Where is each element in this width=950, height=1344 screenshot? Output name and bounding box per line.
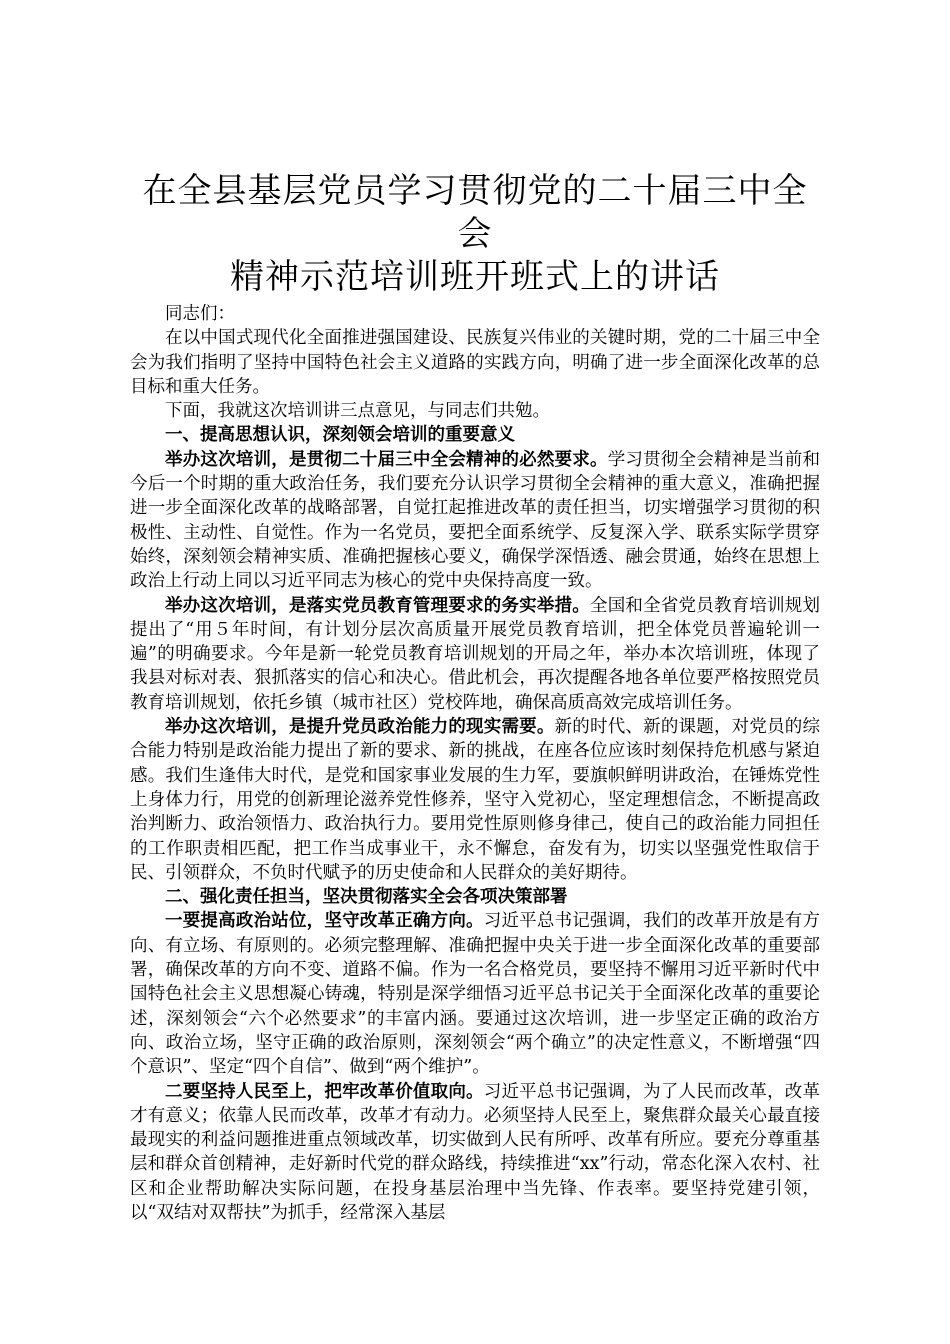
document-title — [130, 170, 820, 299]
paragraph-lead: 二要坚持人民至上，把牢改革价值取向。 — [165, 1081, 484, 1102]
section-heading-1: 一、提高思想认识，深刻领会培训的重要意义 — [165, 425, 515, 446]
paragraph-text: 习近平总书记强调，为了人民而改革，改革才有意义；依靠人民而改革，改革才有动力。必须坚持人民至上，聚焦群众最关心最直接最现实的利益问题推进重点领域改革，切实做到人民有所呼、改革有所应。要充分尊重基层和群众首创精神，走好新时代党的群众路线，持续推进“xx”行动，常态化深入农村、社区和企业帮助解决实际问题，在投身基层治理中当先锋、作表率。要坚持党建引领，以“双结对双帮扶”为抓手，经常深入基层 — [130, 1081, 820, 1223]
title-line-2: 精神示范培训班开班式上的讲话 — [230, 257, 720, 297]
intro-paragraph-2: 下面，我就这次培训讲三点意见，与同志们共勉。 — [165, 401, 550, 422]
document-body — [130, 302, 820, 1225]
paragraph-text: 新的时代、新的课题，对党员的综合能力特别是政治能力提出了新的要求、新的挑战，在座各位应该时刻保持危机感与紧迫感。我们生逢伟大时代，是党和国家事业发展的生力军，要旗帜鲜明讲政治，在锤炼党性上身体力行，用党的创新理论滋养党性修养，坚守入党初心，坚定理想信念，不断提高政治判断力、政治领悟力、政治执行力。要用党性原则修身律己，使自己的政治能力同担任的工作职责相匹配，把工作当成事业干，永不懈怠，奋发有为，切实以坚强党性取信于民、引领群众，不负时代赋予的历史使命和人民群众的美好期待。 — [130, 717, 821, 883]
section1-paragraph-2 — [130, 594, 820, 715]
paragraph-text: 习近平总书记强调，我们的改革开放是有方向、有立场、有原则的。必须完整理解、准确把握中央关于进一步全面深化改革的重要部署，确保改革的方向不变、道路不偏。作为一名合格党员，要坚持不懈用习近平新时代中国特色社会主义思想凝心铸魂，特别是深学细悟习近平总书记关于全面深化改革的重要论述，深刻领会“六个必然要求”的丰富内涵。要通过这次培训，进一步坚定正确的政治方向、政治立场，坚守正确的政治原则，深刻领会“两个确立”的决定性意义，不断增强“四个意识”、坚定“四个自信”、做到“两个维护”。 — [130, 911, 820, 1078]
paragraph-lead: 举办这次培训，是落实党员教育管理要求的务实举措。 — [165, 595, 590, 616]
section1-paragraph-1 — [130, 448, 820, 594]
paragraph-lead: 举办这次培训，是提升党员政治能力的现实需要。 — [165, 717, 555, 738]
intro-paragraph: 在以中国式现代化全面推进强国建设、民族复兴伟业的关键时期，党的二十届三中全会为我们指明了坚持中国特色社会主义道路的实践方向，明确了进一步全面深化改革的总目标和重大任务。 — [130, 328, 820, 397]
section1-paragraph-3 — [130, 715, 820, 885]
paragraph-text: 学习贯彻全会精神是当前和今后一个时期的重大政治任务，我们要充分认识学习贯彻全会精神的重大意义，准确把握进一步全面深化改革的战略部署，自觉扛起推进改革的责任担当，切实增强学习贯彻的积极性、主动性、自觉性。作为一名党员，要把全面系统学、反复深入学、联系实际学贯穿始终，深刻领会精神实质、准确把握核心要义，确保学深悟透、融会贯通，始终在思想上政治上行动上同以习近平同志为核心的党中央保持高度一致。 — [130, 449, 821, 592]
salutation: 同志们： — [165, 304, 235, 324]
title-line-1: 在全县基层党员学习贯彻党的二十届三中全会 — [142, 171, 808, 254]
section2-paragraph-1 — [130, 909, 820, 1079]
paragraph-text: 全国和全省党员教育培训规划提出了“用５年时间，有计划分层次高质量开展党员教育培训，把全体党员普遍轮训一遍”的明确要求。今年是新一轮党员教育培训规划的开局之年，举办本次培训班，体现了我县对标对表、狠抓落实的信心和决心。借此机会，再次提醒各地各单位要严格按照党员教育培训规划，依托乡镇（城市社区）党校阵地，确保高质高效完成培训任务。 — [130, 595, 820, 713]
section2-paragraph-2 — [130, 1080, 820, 1226]
paragraph-lead: 一要提高政治站位，坚守改革正确方向。 — [165, 911, 484, 932]
paragraph-lead: 举办这次培训，是贯彻二十届三中全会精神的必然要求。 — [165, 449, 608, 470]
document-page — [130, 170, 820, 1225]
section-heading-2: 二、强化责任担当，坚决贯彻落实全会各项决策部署 — [165, 887, 568, 908]
